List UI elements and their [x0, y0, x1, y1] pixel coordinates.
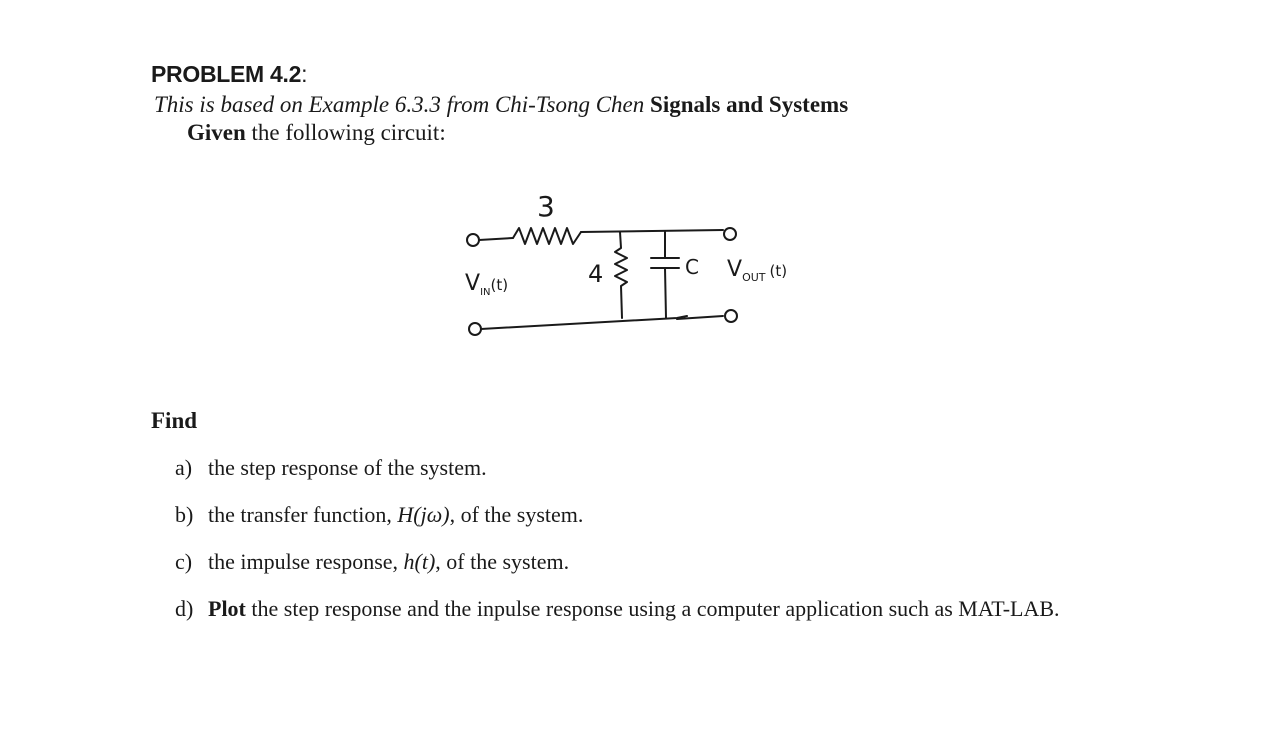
question-text: the step response and the inpulse response using a computer application such as MAT-LAB.: [251, 596, 1060, 621]
question-d: [175, 595, 1145, 623]
source-line: [154, 92, 848, 118]
input-voltage-argument: (t): [490, 276, 509, 294]
output-voltage-subscript: OUT: [742, 271, 766, 284]
output-voltage-label: [727, 257, 787, 284]
input-top-terminal: [467, 234, 479, 246]
question-text: the transfer function,: [208, 502, 392, 527]
input-voltage-label: [465, 271, 508, 298]
question-b: [175, 501, 1145, 529]
circuit-diagram: [455, 186, 825, 346]
output-top-terminal: [724, 228, 736, 240]
given-keyword: Given: [187, 120, 246, 145]
question-a: [175, 454, 1145, 482]
transfer-function-symbol: H(jω): [397, 502, 450, 527]
heading-colon: :: [301, 61, 308, 87]
source-reference: This is based on Example 6.3.3 from Chi-Tsong Chen: [154, 92, 645, 117]
input-voltage-symbol: V: [465, 271, 481, 296]
problem-number: PROBLEM 4.2: [151, 61, 302, 87]
book-title: Signals and Systems: [650, 92, 849, 117]
output-voltage-symbol: V: [727, 257, 743, 282]
question-marker: b): [175, 502, 194, 527]
question-marker: d): [175, 596, 194, 621]
output-voltage-argument: (t): [769, 262, 788, 280]
series-resistor-label: 3: [537, 190, 555, 223]
capacitor-bottom-lead: [665, 268, 666, 318]
given-line: [187, 120, 446, 146]
series-resistor: [513, 228, 581, 244]
question-text: the step response of the system.: [208, 455, 487, 480]
shunt-resistor: [615, 232, 627, 318]
problem-heading: [151, 61, 307, 88]
top-wire: [581, 230, 723, 232]
input-voltage-subscript: IN: [480, 287, 491, 298]
question-c: [175, 548, 1145, 576]
input-bottom-terminal: [469, 323, 481, 335]
question-marker: a): [175, 455, 193, 480]
question-text: the impulse response,: [208, 549, 399, 574]
given-text: the following circuit:: [251, 120, 446, 145]
question-list: [175, 454, 1145, 642]
input-top-wire: [479, 238, 513, 240]
bottom-wire: [481, 316, 687, 329]
capacitor-label: C: [685, 255, 699, 279]
find-heading: Find: [151, 408, 198, 433]
impulse-response-symbol: h(t): [403, 549, 436, 574]
question-text-end: , of the system.: [435, 549, 570, 574]
output-bottom-terminal: [725, 310, 737, 322]
question-marker: c): [175, 549, 193, 574]
question-text-end: , of the system.: [449, 502, 584, 527]
plot-keyword: Plot: [208, 596, 246, 621]
shunt-resistor-label: 4: [588, 260, 604, 288]
